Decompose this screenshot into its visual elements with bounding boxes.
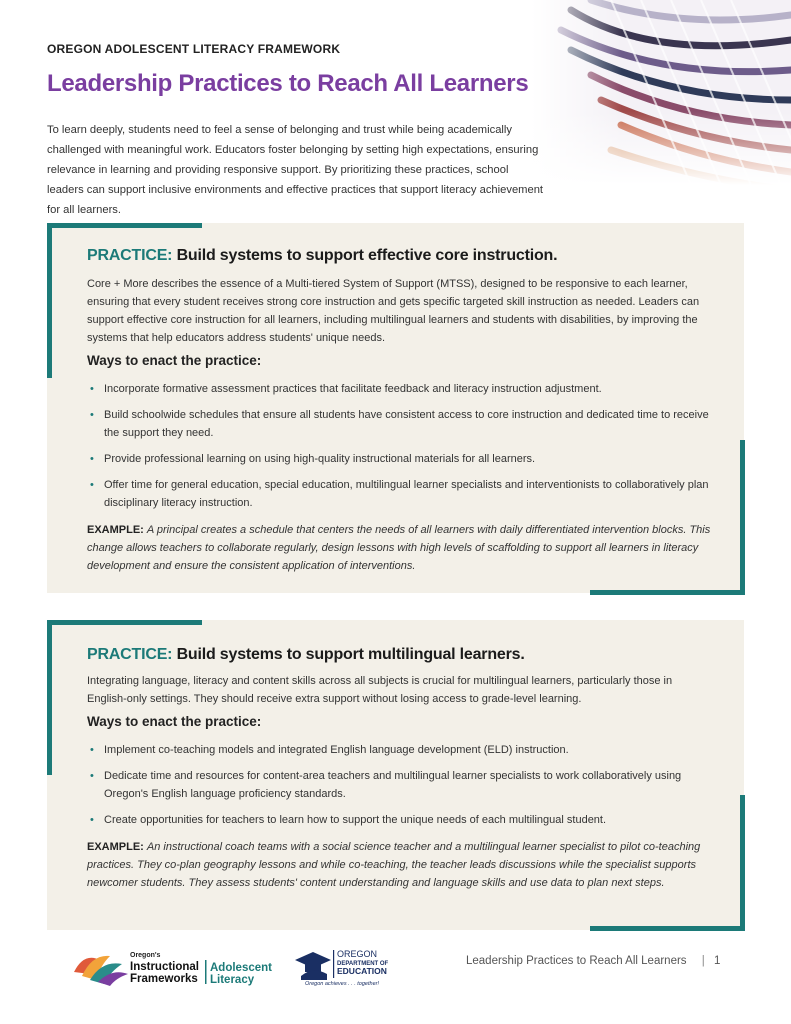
accent-corner-bottom xyxy=(740,795,745,931)
logo-divider xyxy=(205,960,207,984)
logo2-line1: OREGON xyxy=(337,949,378,959)
logo-side-line2: Literacy xyxy=(210,974,255,986)
graduation-cap-icon xyxy=(295,952,331,980)
footer xyxy=(0,938,791,998)
footer-page-title: Leadership Practices to Reach All Learners xyxy=(466,955,687,967)
example-text: An instructional coach teams with a social science teacher and a multilingual learner specialist to pilot co-teaching practices. They co-plan geography lessons and while co-teaching, the teacher leads discussions while the specialist supports newcomer students. They assess students' content understanding and language skills and use data to plan next steps. xyxy=(87,841,701,889)
list-item: • Dedicate time and resources for content-area teachers and multilingual learner specialists to work collaboratively using Oregon's English language proficiency standards. xyxy=(87,767,717,803)
list-item: • Offer time for general education, special education, multilingual learner specialists and interventionists to collaboratively plan disciplinary literacy instruction. xyxy=(87,476,717,512)
logo2-line3: EDUCATION xyxy=(337,966,387,976)
logo2-line2: DEPARTMENT OF xyxy=(337,961,389,967)
accent-corner-top xyxy=(47,223,202,228)
example-paragraph xyxy=(87,521,717,575)
logo-side-line1: Adolescent xyxy=(210,962,272,974)
practice-bullet-list xyxy=(87,741,717,837)
practice-title xyxy=(87,646,525,664)
ways-heading: Ways to enact the practice: xyxy=(87,714,262,729)
logo-divider xyxy=(333,950,334,978)
bird-logo-icon xyxy=(74,956,128,986)
accent-corner-top xyxy=(47,620,52,775)
footer-page-number: 1 xyxy=(713,955,721,967)
example-paragraph xyxy=(87,838,717,892)
accent-corner-bottom xyxy=(590,926,745,931)
example-label: EXAMPLE: xyxy=(87,524,144,536)
footer-page-info xyxy=(466,955,720,967)
page-title: Leadership Practices to Reach All Learners xyxy=(47,70,529,97)
list-item: • Create opportunities for teachers to learn how to support the unique needs of each multilingual student. xyxy=(87,811,717,829)
logo2-tagline: Oregon achieves . . . together! xyxy=(305,981,379,986)
logo-main-line1: Instructional xyxy=(130,961,200,973)
logo-main-line2: Frameworks xyxy=(130,973,198,985)
intro-paragraph: To learn deeply, students need to feel a sense of belonging and trust while being academically challenged with meaningful work. Educators foster belonging by setting high expectations, ensuring relevance in learning and providing responsive support. By prioritizing these practices, school leaders can support inclusive environments and effective practices that support literacy achievement for all learners. xyxy=(47,124,544,216)
practice-title-text: Build systems to support multilingual learners. xyxy=(176,646,525,663)
ways-heading: Ways to enact the practice: xyxy=(87,353,262,368)
example-text: A principal creates a schedule that centers the needs of all learners with daily differentiated intervention blocks. This change allows teachers to collaborate regularly, design lessons with high levels of scaffolding to support all learners in literacy development and ensure the consistent application of interventions. xyxy=(87,524,711,572)
list-item: • Provide professional learning on using high-quality instructional materials for all learners. xyxy=(87,450,717,468)
framework-eyebrow: OREGON ADOLESCENT LITERACY FRAMEWORK xyxy=(47,42,341,56)
practice-body: Core + More describes the essence of a Multi-tiered System of Support (MTSS), designed to be responsive to each learner, ensuring that every student receives strong core instruction and gets specific targeted skill instruction as needed. Leaders can support effective core instruction for all learners, including multilingual learners and students with disabilities, by improving the systems that help educators address students' unique needs. xyxy=(87,278,700,344)
practice-title xyxy=(87,247,557,265)
oregon-education-logo xyxy=(293,946,403,986)
practice-card-multilingual xyxy=(47,620,744,930)
accent-corner-top xyxy=(47,223,52,378)
list-item: • Build schoolwide schedules that ensure all students have consistent access to core instruction and dedicated time to receive the support they need. xyxy=(87,406,717,442)
list-item: • Implement co-teaching models and integrated English language development (ELD) instruction. xyxy=(87,741,717,759)
practice-label: PRACTICE: xyxy=(87,247,173,264)
practice-label: PRACTICE: xyxy=(87,646,173,663)
logo-small-text: Oregon's xyxy=(130,952,161,959)
practice-title-text: Build systems to support effective core instruction. xyxy=(176,247,558,264)
practice-card-core-instruction xyxy=(47,223,744,593)
practice-body: Integrating language, literacy and content skills across all subjects is crucial for multilingual learners, particularly those in English-only settings. They should receive extra support without losing access to grade-level learning. xyxy=(87,675,673,705)
example-label: EXAMPLE: xyxy=(87,841,144,853)
accent-corner-bottom xyxy=(590,590,745,595)
decorative-fabric-image xyxy=(531,0,791,185)
practice-bullet-list xyxy=(87,380,717,520)
footer-separator: | xyxy=(701,955,705,967)
instructional-frameworks-logo xyxy=(70,946,290,986)
accent-corner-top xyxy=(47,620,202,625)
list-item: • Incorporate formative assessment practices that facilitate feedback and literacy instruction adjustment. xyxy=(87,380,717,398)
accent-corner-bottom xyxy=(740,440,745,595)
